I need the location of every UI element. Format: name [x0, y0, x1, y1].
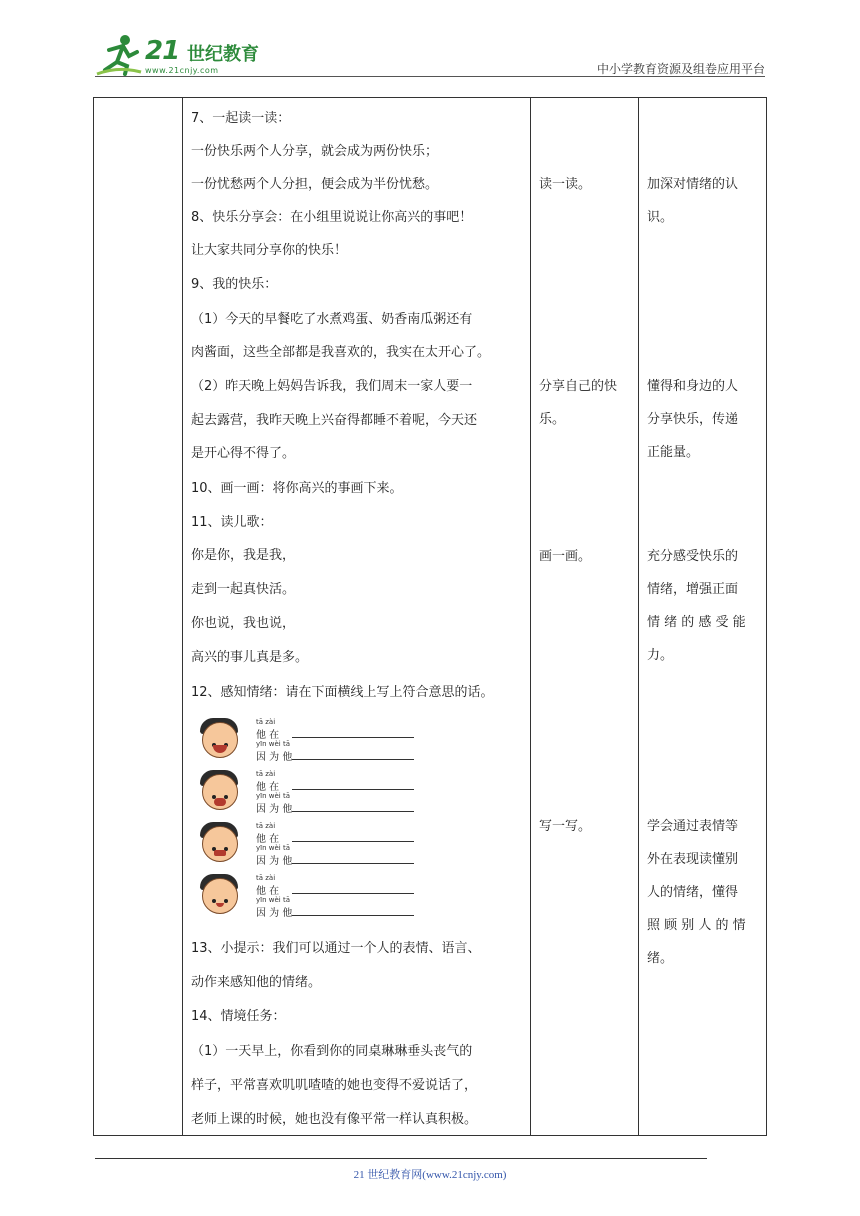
blank-label: 他 在: [256, 834, 280, 845]
purpose-cell: [647, 810, 759, 975]
content-line: 动作来感知他的情绪。: [191, 975, 322, 990]
logo: [95, 30, 265, 78]
footer-text: 21 世纪教育网(www.21cnjy.com): [353, 1169, 507, 1181]
purpose-text: 识。: [647, 210, 674, 225]
purpose-text: 力。: [647, 648, 674, 663]
worksheet-row: [194, 716, 424, 768]
content-line: （1）一天早上，你看到你的同桌琳琳垂头丧气的: [191, 1044, 473, 1059]
content-line: 肉酱面，这些全部都是我喜欢的，我实在太开心了。: [191, 345, 491, 360]
header-divider: [95, 76, 765, 77]
blank-label: 他 在: [256, 886, 280, 897]
purpose-text: 分享快乐，传递: [647, 412, 739, 427]
blank-label: 他 在: [256, 730, 280, 741]
blank-line: [292, 789, 414, 790]
worksheet-row: [194, 872, 424, 924]
blank-line: [292, 841, 414, 842]
emotion-worksheet: [194, 716, 424, 926]
platform-title: 中小学教育资源及组卷应用平台: [596, 62, 765, 76]
purpose-text: 照 顾 别 人 的 情: [647, 918, 746, 933]
purpose-cell: [647, 370, 759, 469]
footer-divider: [95, 1158, 707, 1159]
content-line: 你是你，我是我，: [191, 548, 296, 563]
lesson-table: [93, 97, 767, 1136]
activity-cell: [539, 540, 591, 573]
activity-text: 乐。: [539, 412, 566, 427]
blank-label: 因 为 他: [256, 908, 293, 919]
content-line: 走到一起真快活。: [191, 582, 296, 597]
activity-text: 读一读。: [539, 177, 592, 192]
purpose-text: 正能量。: [647, 445, 700, 460]
content-line: 起去露营，我昨天晚上兴奋得都睡不着呢，今天还: [191, 413, 478, 428]
pinyin: yīn wèi tā: [256, 844, 290, 852]
blank-line: [292, 811, 414, 812]
column-divider: [638, 98, 639, 1135]
content-line: 高兴的事儿真是多。: [191, 650, 309, 665]
logo-url: www.21cnjy.com: [145, 66, 219, 75]
content-line: 是开心得不得了。: [191, 446, 296, 461]
content-line: （2）昨天晚上妈妈告诉我，我们周末一家人要一: [191, 379, 473, 394]
content-line: 让大家共同分享你的快乐！: [191, 243, 348, 258]
content-line: 7、一起读一读：: [191, 111, 291, 126]
blank-label: 因 为 他: [256, 856, 293, 867]
content-line: 12、感知情绪：请在下面横线上写上符合意思的话。: [191, 685, 494, 700]
purpose-cell: [647, 540, 759, 672]
runner-icon: [95, 32, 143, 76]
pinyin: tā zài: [256, 874, 276, 882]
purpose-text: 学会通过表情等: [647, 819, 739, 834]
content-line: 10、画一画：将你高兴的事画下来。: [191, 481, 403, 496]
activity-text: 画一画。: [539, 549, 592, 564]
activity-cell: [539, 168, 591, 201]
worksheet-row: [194, 820, 424, 872]
content-line: 9、我的快乐：: [191, 277, 278, 292]
pinyin: yīn wèi tā: [256, 792, 290, 800]
content-line: 一份快乐两个人分享，就会成为两份快乐；: [191, 144, 439, 159]
content-line: 13、小提示：我们可以通过一个人的表情、语言、: [191, 941, 481, 956]
pinyin: tā zài: [256, 718, 276, 726]
blank-line: [292, 759, 414, 760]
logo-number: 21: [145, 36, 180, 66]
blank-line: [292, 863, 414, 864]
blank-line: [292, 737, 414, 738]
purpose-text: 绪。: [647, 951, 674, 966]
content-line: （1）今天的早餐吃了水煮鸡蛋、奶香南瓜粥还有: [191, 312, 473, 327]
purpose-text: 加深对情绪的认: [647, 177, 739, 192]
content-line: 样子，平常喜欢叽叽喳喳的她也变得不爱说话了，: [191, 1078, 478, 1093]
pinyin: tā zài: [256, 770, 276, 778]
blank-label: 因 为 他: [256, 752, 293, 763]
activity-cell: [539, 810, 591, 843]
purpose-text: 情 绪 的 感 受 能: [647, 615, 746, 630]
pinyin: yīn wèi tā: [256, 896, 290, 904]
activity-text: 分享自己的快: [539, 379, 618, 394]
blank-line: [292, 893, 414, 894]
angry-face-icon: [202, 826, 238, 862]
column-divider: [530, 98, 531, 1135]
page-header: [95, 30, 765, 80]
content-line: 8、快乐分享会：在小组里说说让你高兴的事吧！: [191, 210, 473, 225]
activity-cell: [539, 370, 617, 436]
content-line: 一份忧愁两个人分担，便会成为半份忧愁。: [191, 177, 439, 192]
blank-line: [292, 915, 414, 916]
blank-label: 因 为 他: [256, 804, 293, 815]
crying-face-icon: [202, 774, 238, 810]
purpose-text: 充分感受快乐的: [647, 549, 739, 564]
purpose-cell: [647, 168, 759, 234]
logo-text: 世纪教育: [187, 44, 259, 65]
shy-face-icon: [202, 878, 238, 914]
worksheet-row: [194, 768, 424, 820]
purpose-text: 懂得和身边的人: [647, 379, 739, 394]
purpose-text: 人的情绪，懂得: [647, 885, 739, 900]
content-line: 11、读儿歌：: [191, 515, 273, 530]
pinyin: yīn wèi tā: [256, 740, 290, 748]
blank-label: 他 在: [256, 782, 280, 793]
content-line: 14、情境任务：: [191, 1009, 286, 1024]
content-line: 你也说，我也说，: [191, 616, 296, 631]
purpose-text: 情绪，增强正面: [647, 582, 739, 597]
happy-face-icon: [202, 722, 238, 758]
purpose-text: 外在表现读懂别: [647, 852, 739, 867]
pinyin: tā zài: [256, 822, 276, 830]
column-divider: [182, 98, 183, 1135]
content-line: 老师上课的时候，她也没有像平常一样认真积极。: [191, 1112, 478, 1127]
activity-text: 写一写。: [539, 819, 592, 834]
